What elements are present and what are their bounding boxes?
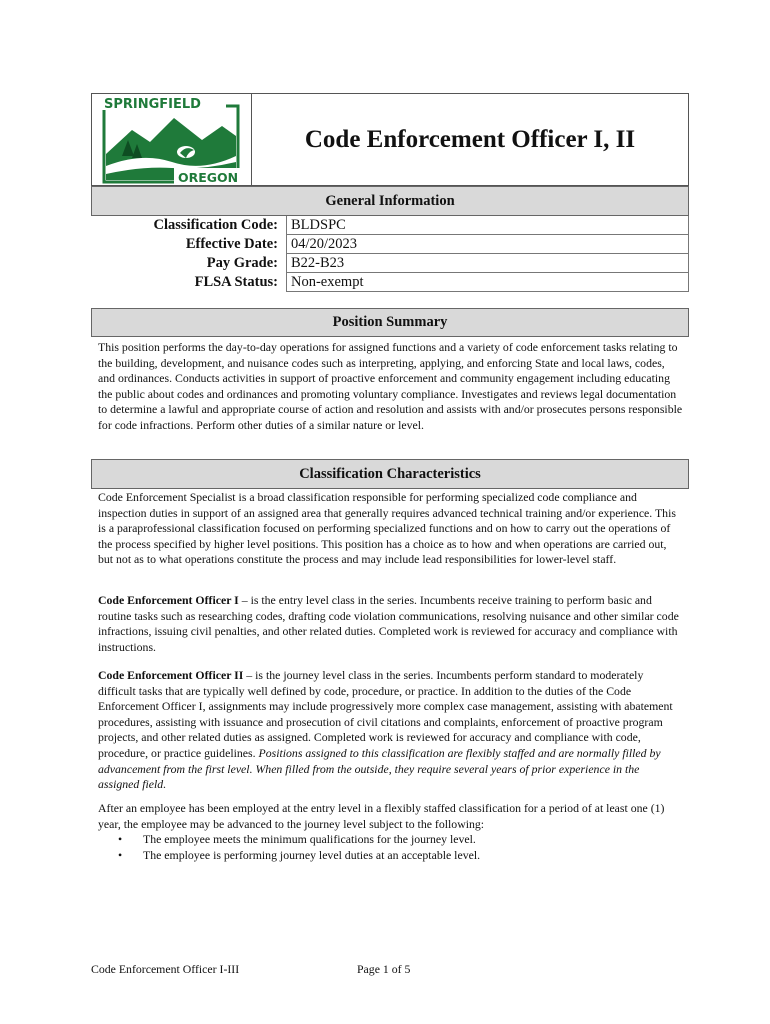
effective-date-value: 04/20/2023 xyxy=(287,235,689,254)
list-item xyxy=(98,832,683,848)
bullet-text-1: The employee meets the minimum qualifications for the journey level. xyxy=(143,832,476,847)
logo-text-springfield: SPRINGFIELD xyxy=(104,97,201,112)
pay-grade-value: B22-B23 xyxy=(287,254,689,273)
table-row xyxy=(91,235,689,254)
level-two-description xyxy=(98,668,683,793)
logo-text-oregon: OREGON xyxy=(178,170,239,184)
logo-graphic xyxy=(102,96,242,184)
table-row xyxy=(91,273,689,292)
level-two-paragraph xyxy=(98,668,683,793)
list-item xyxy=(98,848,683,864)
level-one-title: Code Enforcement Officer I xyxy=(98,593,239,607)
level-one-description xyxy=(98,593,683,655)
flsa-status-value: Non-exempt xyxy=(287,273,689,292)
level-two-text: – is the journey level class in the series. Incumbents perform standard to moderately difficult tasks that are typically well defined by code, procedure, or practice. In addition to the duties of the Code Enforcement Officer I, assignments may include progressively more complex case management, assisting with abatement procedures, assisting with issuance and prosecution of civil citations and complaints, enforcement of proactive program projects, and other related duties as assigned. Completed work is reviewed for accuracy and compliance with code, procedure, or practice guidelines. xyxy=(98,668,673,760)
level-two-italic-note: Positions assigned to this classification are flexibly staffed and are normally filled by advancement from the first level. When filled from the outside, they require several years of prior experience in the assigned field. xyxy=(98,745,661,792)
bullet-text-2: The employee is performing journey level duties at an acceptable level. xyxy=(143,847,481,862)
advancement-section xyxy=(98,801,683,863)
position-summary-heading: Position Summary xyxy=(91,308,689,337)
level-one-text: – is the entry level class in the series. Incumbents receive training to perform basic and routine tasks such as researching codes, drafting code violation communications, resolving nuisance and other similar code infractions, issuing civil penalties, and other related duties. Completed work is reviewed for accuracy and compliance with instructions. xyxy=(98,593,679,654)
classification-code-value: BLDSPC xyxy=(287,216,689,235)
document-header xyxy=(91,93,689,186)
footer-page-number: Page 1 of 5 xyxy=(357,962,411,976)
springfield-oregon-logo xyxy=(92,94,252,185)
effective-date-label: Effective Date: xyxy=(91,235,287,254)
bullet-icon: • xyxy=(118,832,123,847)
characteristics-intro xyxy=(98,490,683,568)
table-row xyxy=(91,216,689,235)
bullet-icon: • xyxy=(118,847,123,862)
summary-paragraph: This position performs the day-to-day operations for assigned functions and a variety of code enforcement tasks relating to the building, development, and nuisance codes such as interpreting, applying, and enforcing State and local laws, codes, and ordinances. Conducts activities in support of proactive enforcement and community engagement including educating the public about codes and ordinances and promoting voluntary compliance. Investigates and reviews legal documentation to determine a lawful and appropriate course of action and resolution and assists with and/or prosecutes persons responsible for code infractions. Perform other duties of a similar nature or level. xyxy=(98,340,683,432)
position-summary-text xyxy=(98,340,683,434)
general-information-heading: General Information xyxy=(91,186,689,216)
pay-grade-label: Pay Grade: xyxy=(91,254,287,273)
flsa-status-label: FLSA Status: xyxy=(91,273,287,292)
classification-code-label: Classification Code: xyxy=(91,216,287,235)
advancement-paragraph: After an employee has been employed at the entry level in a flexibly staffed classification for a period of at least one (1) year, the employee may be advanced to the journey level subject to the following: xyxy=(98,801,665,831)
level-two-title: Code Enforcement Officer II xyxy=(98,668,244,682)
classification-characteristics-heading: Classification Characteristics xyxy=(91,459,689,489)
page-title: Code Enforcement Officer I, II xyxy=(304,125,636,153)
table-row xyxy=(91,254,689,273)
general-information-table xyxy=(91,216,689,292)
characteristics-intro-paragraph: Code Enforcement Specialist is a broad classification responsible for performing specialized code compliance and inspection duties in support of an assigned area that generally requires advanced technical training and/or experience. This is a paraprofessional classification focused on performing specialized functions and on how to carry out the operations of the process specified by higher level positions. This position has a choice as to how and when operations are carried out, but not as to what operations constitute the process and may include lead responsibilities for lower-level staff. xyxy=(98,490,676,567)
level-one-paragraph xyxy=(98,593,683,655)
footer-document-name: Code Enforcement Officer I-III xyxy=(91,962,240,976)
